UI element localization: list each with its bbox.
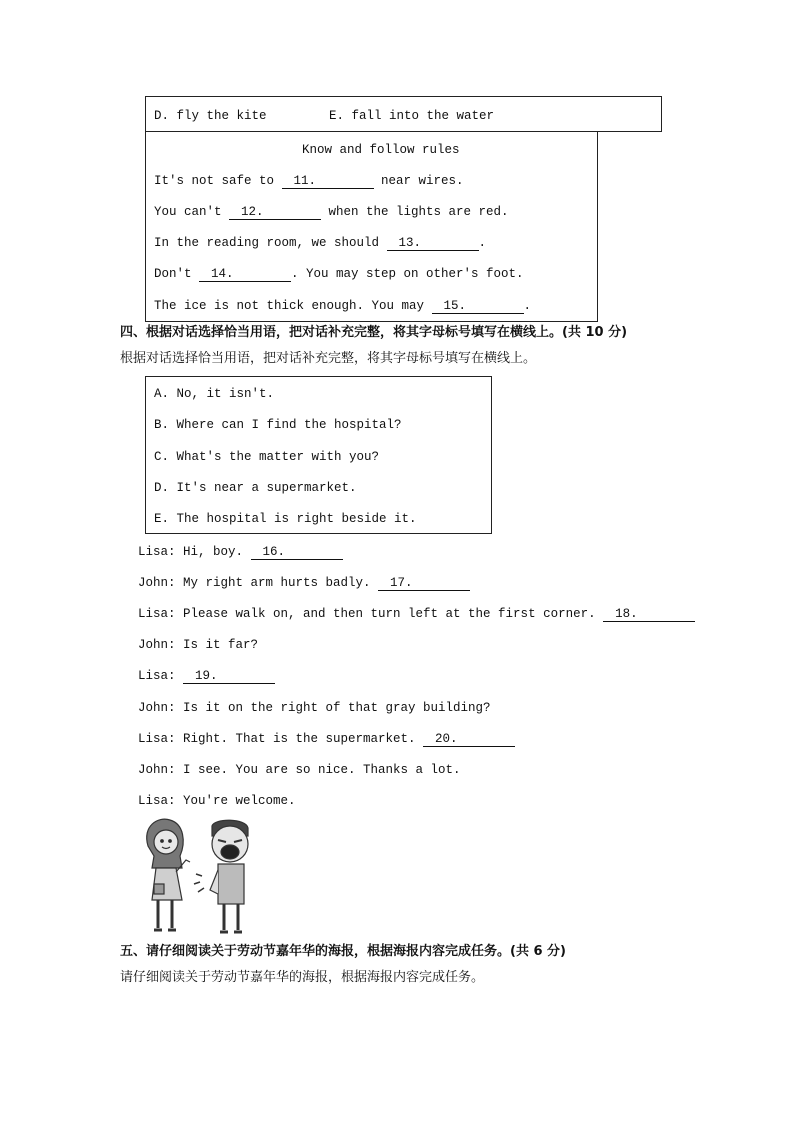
option-item: D. It's near a supermarket. <box>154 480 357 495</box>
rule-text: Don't <box>154 267 200 281</box>
rule-line <box>154 173 464 189</box>
section-4-instruction: 根据对话选择恰当用语，把对话补充完整，将其字母标号填写在横线上。 <box>120 351 537 366</box>
options-box-2 <box>145 376 492 534</box>
dialogue-text: Lisa: Please walk on, and then turn left at the first corner. <box>138 607 604 622</box>
rules-title: Know and follow rules <box>302 143 460 157</box>
option-e: E. fall into the water <box>329 109 495 123</box>
option-item: C. What's the matter with you? <box>154 449 380 464</box>
rule-line <box>154 266 524 282</box>
dialogue-line <box>138 731 515 747</box>
option-d: D. fly the kite <box>154 109 267 123</box>
boy-figure <box>194 820 248 932</box>
answer-blank[interactable]: 16. <box>251 545 343 560</box>
illustration-girl-and-boy <box>138 816 270 940</box>
option-item: A. No, it isn't. <box>154 387 275 401</box>
rule-text: It's not safe to <box>154 174 282 188</box>
option-item: E. The hospital is right beside it. <box>154 512 417 527</box>
rule-text: . You may step on other's foot. <box>291 267 524 281</box>
dialogue-line <box>138 668 275 684</box>
answer-blank[interactable]: 18. <box>603 607 695 622</box>
rule-text: near wires. <box>373 174 464 188</box>
dialogue-text: John: I see. You are so nice. Thanks a lot. <box>138 762 461 777</box>
answer-blank[interactable]: 17. <box>378 576 470 591</box>
rule-line <box>154 204 509 220</box>
rule-line <box>154 298 531 314</box>
answer-blank[interactable]: 13. <box>387 236 479 251</box>
rule-text: You can't <box>154 205 230 219</box>
dialogue-line <box>138 575 470 591</box>
rule-text: when the lights are red. <box>321 205 509 219</box>
rule-text: . <box>478 236 487 250</box>
options-box-1 <box>145 96 662 132</box>
answer-blank[interactable]: 14. <box>199 267 291 282</box>
dialogue-text: John: Is it far? <box>138 638 259 653</box>
dialogue-text: Lisa: <box>138 669 184 684</box>
girl-figure <box>147 819 190 930</box>
answer-blank[interactable]: 15. <box>432 299 524 314</box>
answer-blank[interactable]: 12. <box>229 205 321 220</box>
dialogue-text: Lisa: Hi, boy. <box>138 545 251 559</box>
dialogue-line <box>138 637 258 653</box>
section-5-heading: 五、请仔细阅读关于劳动节嘉年华的海报，根据海报内容完成任务。(共 6 分) <box>120 944 566 959</box>
dialogue-text: Lisa: You're welcome. <box>138 793 296 808</box>
dialogue-text: John: My right arm hurts badly. <box>138 576 379 591</box>
dialogue-line <box>138 793 296 809</box>
dialogue-text: Lisa: Right. That is the supermarket. <box>138 731 424 746</box>
section-4-heading: 四、根据对话选择恰当用语，把对话补充完整，将其字母标号填写在横线上。(共 10 分) <box>120 325 628 340</box>
dialogue-line <box>138 762 461 778</box>
dialogue-text: John: Is it on the right of that gray building? <box>138 700 491 715</box>
dialogue-line <box>138 606 695 622</box>
section-5-instruction: 请仔细阅读关于劳动节嘉年华的海报，根据海报内容完成任务。 <box>120 970 485 985</box>
answer-blank[interactable]: 11. <box>282 174 374 189</box>
rule-text: In the reading room, we should <box>154 236 387 250</box>
option-item: B. Where can I find the hospital? <box>154 418 402 433</box>
answer-blank[interactable]: 19. <box>183 669 275 684</box>
rule-text: The ice is not thick enough. You may <box>154 299 432 313</box>
dialogue-line <box>138 544 343 560</box>
rules-box <box>145 131 598 322</box>
answer-blank[interactable]: 20. <box>423 732 515 747</box>
dialogue-line <box>138 700 491 716</box>
rule-line <box>154 235 486 251</box>
rule-text: . <box>523 299 532 313</box>
